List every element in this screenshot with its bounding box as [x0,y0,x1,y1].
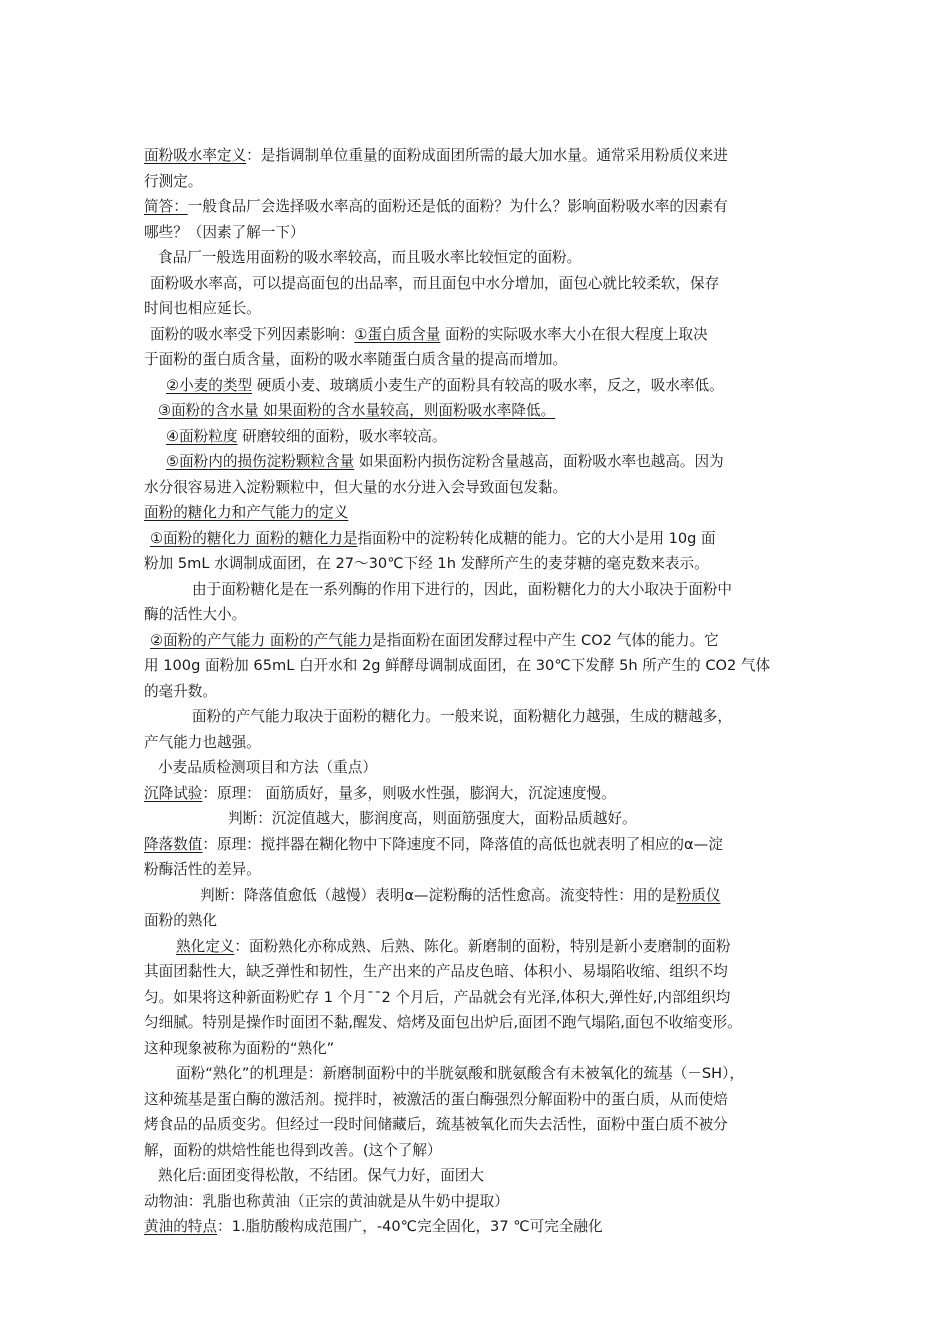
paragraph-gas-production: ②面粉的产气能力 面粉的产气能力是指面粉在面团发酵过程中产生 CO2 气体的能力。它 [150,631,719,649]
term-particle-size: ④面粉粒度 [166,427,238,445]
paragraph-factors: 面粉的吸水率受下列因素影响：①蛋白质含量 面粉的实际吸水率大小在很大程度上取决 [150,325,708,343]
section-heading: 小麦品质检测项目和方法（重点） [158,759,377,776]
term-saccharification: ①面粉的糖化力 面粉的糖化力是 [150,529,358,547]
text-line: 熟化后:面团变得松散，不结团。保气力好，面团大 [158,1167,484,1184]
text-line: 的毫升数。 [144,682,217,700]
text-line: 匀细腻。特别是操作时面团不黏,醒发、焙烤及面包出炉后,面团不跑气塌陷,面包不收缩变形。 [144,1014,742,1031]
text-line: 解，面粉的烘焙性能也得到改善。(这个了解） [144,1141,442,1159]
text-line: 面粉“熟化”的机理是：新磨制面粉中的半胱氨酸和胱氨酸含有未被氧化的巯基（－SH）， [176,1065,745,1082]
paragraph-particle-size: ④面粉粒度 研磨较细的面粉，吸水率较高。 [166,427,447,445]
text-line: 其面团黏性大，缺乏弹性和韧性，生产出来的产品皮色暗、体积小、易塌陷收缩、组织不均 [144,963,728,980]
text-line: 粉加 5mL 水调制成面团，在 27～30℃下经 1h 发酵所产生的麦芽糖的毫克数来表示。 [144,555,709,572]
text-line: 判断：沉淀值越大，膨润度高，则面筋强度大，面粉品质越好。 [228,810,637,827]
text-line: 产气能力也越强。 [144,733,261,751]
paragraph-rheology: 判断：降落值愈低（越慢）表明α—淀粉酶的活性愈高。流变特性：用的是粉质仪 [200,886,721,904]
term-damaged-starch: ⑤面粉内的损伤淀粉颗粒含量 [166,453,355,470]
text-line: 面粉吸水率高，可以提高面包的出品率，而且面包中水分增加，面包心就比较柔软，保存 [150,274,720,292]
section-heading: 面粉的熟化 [144,912,217,929]
term-farinograph: 粉质仪 [676,886,721,904]
text-line: 匀。如果将这种新面粉贮存 1 个月¯¯2 个月后，产品就会有光泽,体积大,弹性好,内部组织均 [144,988,731,1006]
term-butter-features: 黄油的特点 [144,1218,217,1235]
text-line: 哪些？（因素了解一下） [144,223,305,241]
text-line: 酶的活性大小。 [144,606,247,623]
text-line: 这种现象被称为面粉的“熟化” [144,1039,335,1057]
paragraph-butter-features: 黄油的特点：1.脂肪酸构成范围广，-40℃完全固化，37 ℃可完全融化 [144,1218,603,1235]
text-line: 动物油：乳脂也称黄油（正宗的黄油就是从牛奶中提取） [144,1192,509,1210]
document-page [144,143,808,1240]
term-protein-content: ①蛋白质含量 [354,325,441,343]
term-short-answer: 简答： [144,198,188,215]
paragraph-moisture-content [144,398,808,424]
term-wheat-type: ②小麦的类型 [166,376,253,394]
paragraph-short-answer: 简答：一般食品厂会选择吸水率高的面粉还是低的面粉？为什么？影响面粉吸水率的因素有 [144,198,728,215]
paragraph-saccharification: ①面粉的糖化力 面粉的糖化力是指面粉中的淀粉转化成糖的能力。它的大小是用 10g 面 [150,529,716,547]
text-line: 这种巯基是蛋白酶的激活剂。搅拌时，被激活的蛋白酶强烈分解面粉中的蛋白质，从而使焙 [144,1090,728,1108]
paragraph-sedimentation-test: 沉降试验：原理： 面筋质好，量多，则吸水性强，膨润大，沉淀速度慢。 [144,784,616,802]
term-gas-production: ②面粉的产气能力 面粉的产气能力 [150,631,373,649]
term-water-absorption: 面粉吸水率定义 [144,147,247,164]
text-line: 面粉的产气能力取决于面粉的糖化力。一般来说，面粉糖化力越强，生成的糖越多， [192,708,732,725]
term-moisture-content: ③面粉的含水量 如果面粉的含水量较高，则面粉吸水率降低。 [158,402,556,419]
text-line: 于面粉的蛋白质含量，面粉的吸水率随蛋白质含量的提高而增加。 [144,351,568,368]
text-line: 烤食品的品质变劣。但经过一段时间储藏后，巯基被氧化而失去活性，面粉中蛋白质不被分 [144,1116,728,1133]
section-heading: 面粉的糖化力和产气能力的定义 [144,504,349,521]
text-line: 水分很容易进入淀粉颗粒中，但大量的水分进入会导致面包发黏。 [144,478,568,496]
paragraph-water-absorption-definition: 面粉吸水率定义：是指调制单位重量的面粉成面团所需的最大加水量。通常采用粉质仪来进 [144,147,728,164]
text-line: 用 100g 面粉加 65mL 白开水和 2g 鲜酵母调制成面团，在 30℃下发酵 5h 所产生的 CO2 气体 [144,657,771,674]
term-sedimentation-test: 沉降试验 [144,784,203,802]
paragraph-damaged-starch: ⑤面粉内的损伤淀粉颗粒含量 如果面粉内损伤淀粉含量越高，面粉吸水率也越高。因为 [166,453,724,470]
text-line: 时间也相应延长。 [144,300,261,317]
text-line: 由于面粉糖化是在一系列酶的作用下进行的，因此，面粉糖化力的大小取决于面粉中 [192,580,732,598]
text-line: 行测定。 [144,172,203,190]
term-falling-number: 降落数值 [144,835,203,853]
paragraph-falling-number: 降落数值：原理：搅拌器在糊化物中下降速度不同，降落值的高低也就表明了相应的α—淀 [144,835,723,853]
paragraph-wheat-type: ②小麦的类型 硬质小麦、玻璃质小麦生产的面粉具有较高的吸水率，反之，吸水率低。 [166,376,724,394]
paragraph-maturation-definition: 熟化定义：面粉熟化亦称成熟、后熟、陈化。新磨制的面粉，特别是新小麦磨制的面粉 [176,937,731,955]
term-maturation-definition: 熟化定义 [176,937,235,955]
text-line: 粉酶活性的差异。 [144,861,261,878]
text-line: 食品厂一般选用面粉的吸水率较高，而且吸水率比较恒定的面粉。 [158,249,582,266]
